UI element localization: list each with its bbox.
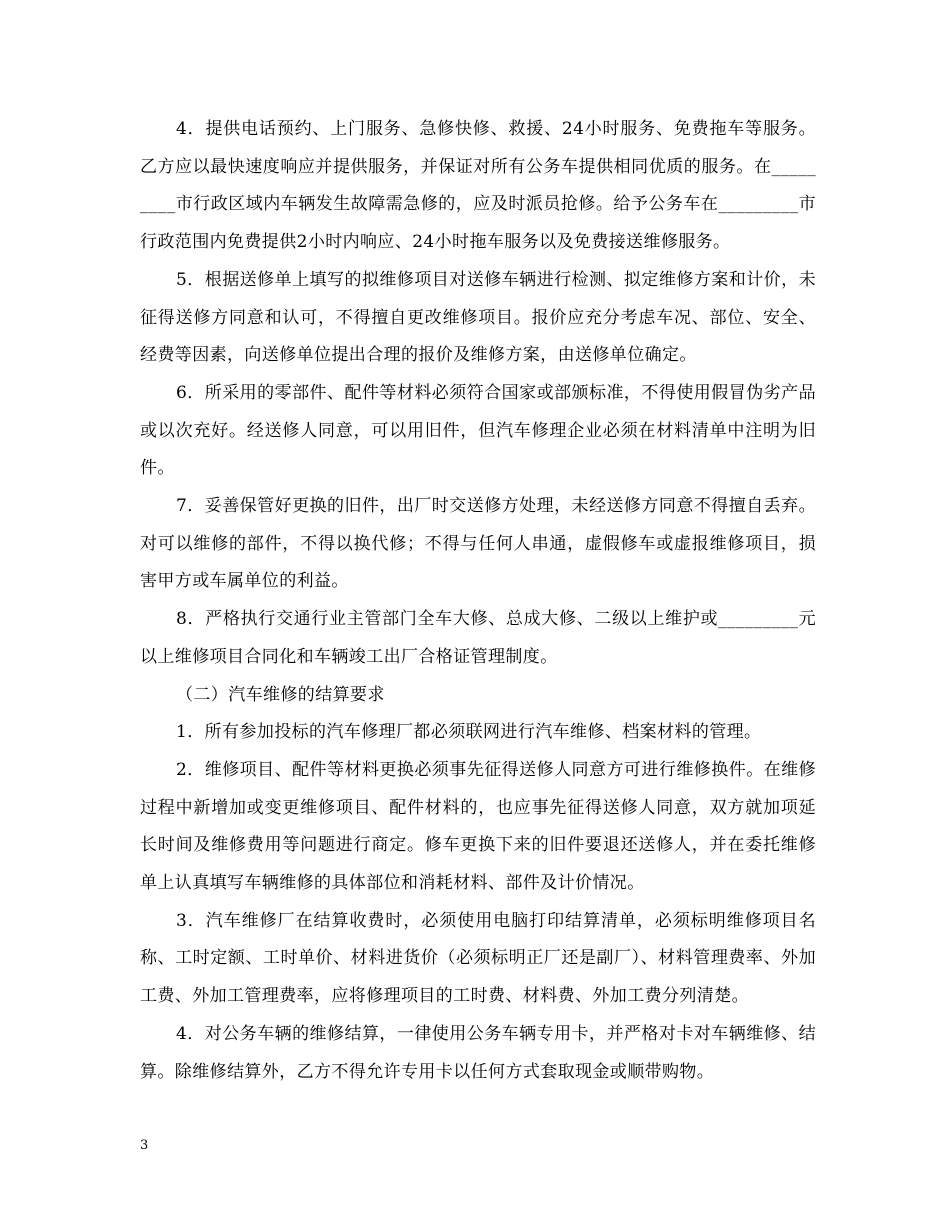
paragraph-settlement-2: 2．维修项目、配件等材料更换必须事先征得送修人同意方可进行维修换件。在维修过程中新增加或变更维修项目、配件材料的，也应事先征得送修人同意，双方就加项延长时间及维修费用等问题进行商定。修车更换下来的旧件要退还送修人，并在委托维修单上认真填写车辆维修的具体部位和消耗材料、部件及计价情况。: [140, 759, 816, 894]
paragraph-item-4-service: 4．提供电话预约、上门服务、急修快修、救援、24小时服务、免费拖车等服务。乙方应以最快速度响应并提供服务，并保证对所有公务车提供相同优质的服务。在_________市行政区域内车辆发生故障需急修的，应及时派员抢修。给予公务车在_________市行政范围内免费提供2小时内响应、24小时拖车服务以及免费接送维修服务。: [140, 119, 816, 253]
section-heading-settlement: （二）汽车维修的结算要求: [176, 684, 385, 705]
paragraph-item-7-old-parts: 7．妥善保管好更换的旧件，出厂时交送修方处理，未经送修方同意不得擅自丢弃。对可以维修的部件，不得以换代修；不得与任何人串通，虚假修车或虚报维修项目，损害甲方或车属单位的利益。: [140, 496, 816, 592]
paragraph-settlement-3: 3．汽车维修厂在结算收费时，必须使用电脑打印结算清单，必须标明维修项目名称、工时定额、工时单价、材料进货价（必须标明正厂还是副厂）、材料管理费率、外加工费、外加工管理费率，应将修理项目的工时费、材料费、外加工费分列清楚。: [140, 910, 816, 1007]
paragraph-item-6-parts: 6．所采用的零部件、配件等材料必须符合国家或部颁标准，不得使用假冒伪劣产品或以次充好。经送修人同意，可以用旧件，但汽车修理企业必须在材料清单中注明为旧件。: [140, 382, 816, 479]
paragraph-settlement-1: 1．所有参加投标的汽车修理厂都必须联网进行汽车维修、档案材料的管理。: [176, 722, 762, 743]
paragraph-item-8-regulations: 8．严格执行交通行业主管部门全车大修、总成大修、二级以上维护或_________元以上维修项目合同化和车辆竣工出厂合格证管理制度。: [140, 609, 816, 667]
paragraph-item-5-inspection: 5．根据送修单上填写的拟维修项目对送修车辆进行检测、拟定维修方案和计价，未征得送修方同意和认可，不得擅自更改维修项目。报价应充分考虑车况、部位、安全、经费等因素，向送修单位提出合理的报价及维修方案，由送修单位确定。: [140, 269, 816, 366]
document-body: [140, 111, 816, 1091]
paragraph-settlement-4: 4．对公务车辆的维修结算，一律使用公务车辆专用卡，并严格对卡对车辆维修、结算。除维修结算外，乙方不得允许专用卡以任何方式套取现金或顺带购物。: [140, 1023, 816, 1082]
page-number: 3: [140, 1138, 149, 1153]
